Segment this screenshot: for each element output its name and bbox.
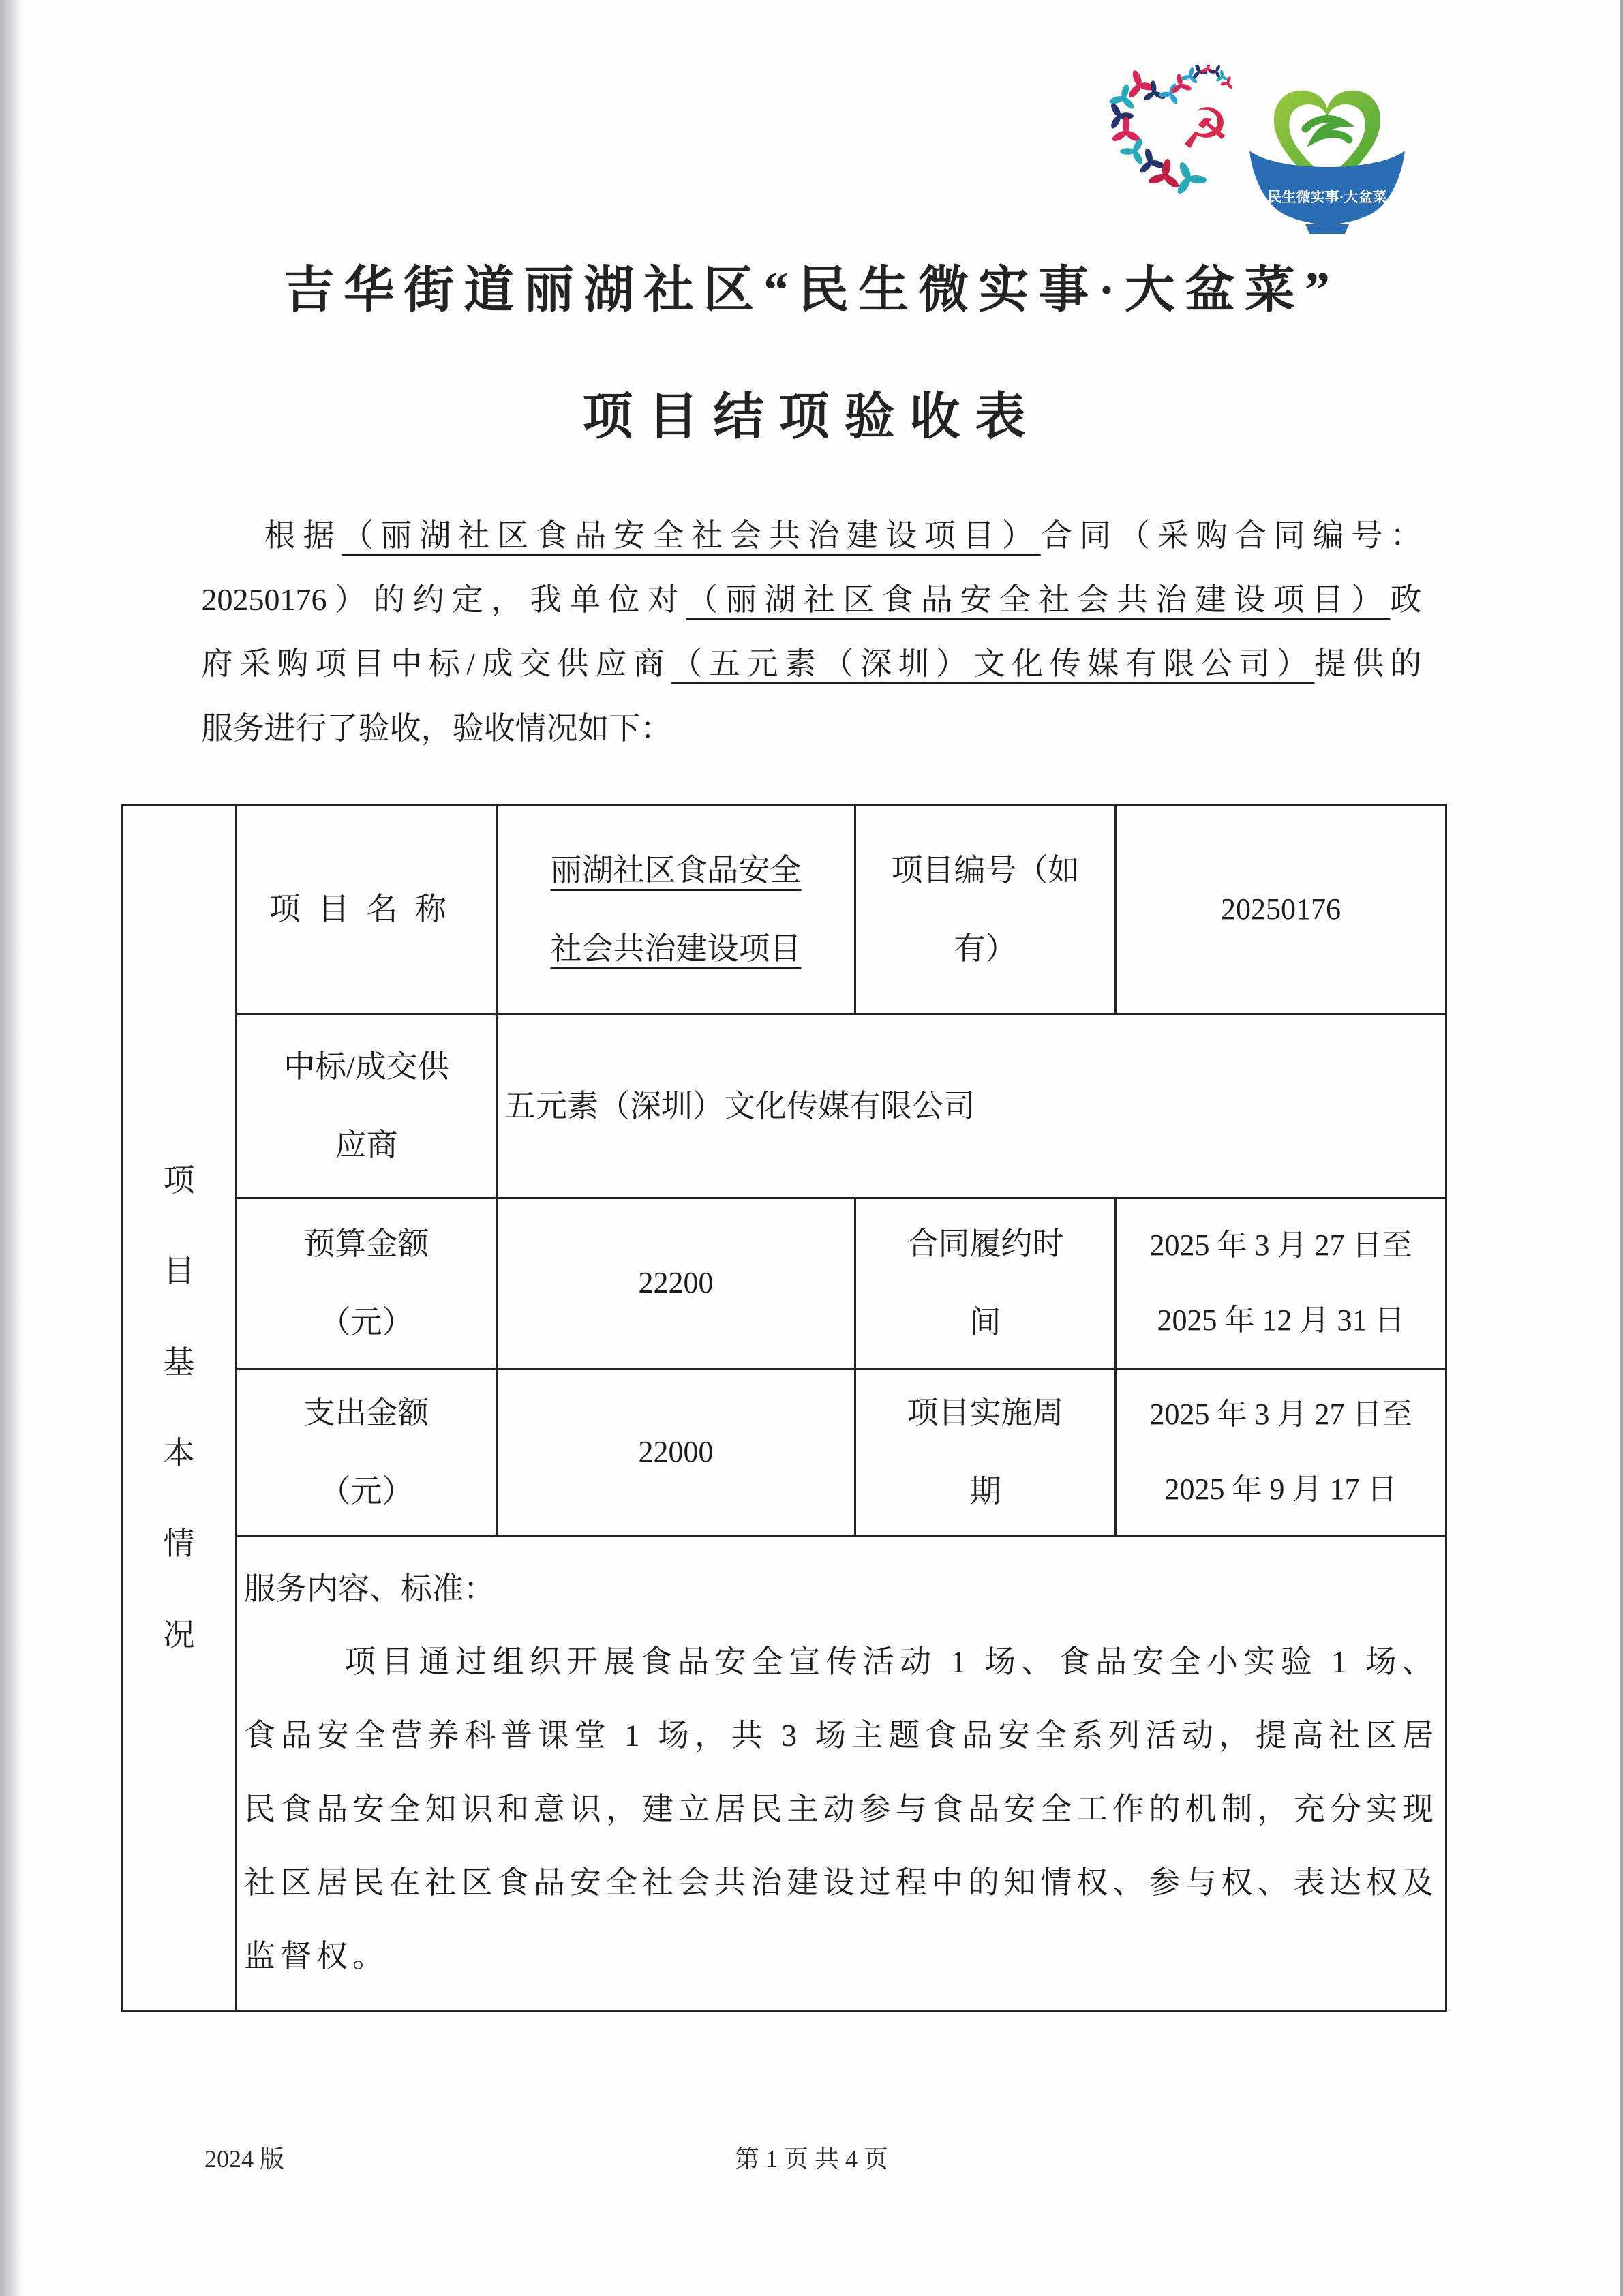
implementation-period-value: 2025 年 3 月 27 日至 2025 年 9 月 17 日 bbox=[1116, 1368, 1446, 1535]
expenditure-value: 22000 bbox=[497, 1368, 855, 1535]
footer-version: 2024 版 bbox=[204, 2145, 285, 2173]
service-content-cell bbox=[237, 1535, 1446, 2010]
intro-line-2: 20250176）的约定，我单位对（丽湖社区食品安全社会共治建设项目）政 bbox=[201, 582, 1422, 618]
intro-paragraph bbox=[202, 504, 1422, 761]
table-row-expenditure bbox=[122, 1368, 1446, 1535]
side-label: 项目基本情况 bbox=[163, 1162, 195, 1652]
footer-page-number: 第 1 页 共 4 页 bbox=[734, 2145, 888, 2173]
budget-label: 预算金额 （元） bbox=[237, 1198, 497, 1368]
intro-line-1: 根据（丽湖社区食品安全社会共治建设项目）合同（采购合同编号： bbox=[264, 517, 1422, 553]
table-row-supplier bbox=[122, 1014, 1446, 1198]
supplier-label: 中标/成交供 应商 bbox=[237, 1014, 497, 1198]
scan-edge-right bbox=[1620, 0, 1623, 2296]
acceptance-table bbox=[121, 804, 1447, 2012]
party-heart-logo bbox=[1060, 65, 1251, 243]
page-title: 吉华街道丽湖社区“民生微实事·大盆菜” bbox=[284, 262, 1339, 318]
contract-period-value: 2025 年 3 月 27 日至 2025 年 12 月 31 日 bbox=[1116, 1198, 1446, 1368]
table-row-project-name bbox=[122, 804, 1446, 1014]
intro-line-4: 服务进行了验收，验收情况如下： bbox=[201, 710, 672, 746]
side-label-cell bbox=[122, 804, 237, 2010]
project-code-value: 20250176 bbox=[1116, 804, 1446, 1014]
minsheng-bowl-logo bbox=[1243, 77, 1412, 235]
implementation-period-label: 项目实施周 期 bbox=[855, 1368, 1116, 1535]
project-name-value: 丽湖社区食品安全 社会共治建设项目 bbox=[497, 804, 855, 1014]
bowl-logo-caption: 民生微实事·大盆菜 bbox=[1267, 189, 1387, 205]
table-row-budget bbox=[122, 1198, 1446, 1368]
service-content-heading: 服务内容、标准： bbox=[244, 1571, 495, 1606]
budget-value: 22200 bbox=[497, 1198, 855, 1368]
page-footer bbox=[0, 2140, 1623, 2175]
table-row-service-content bbox=[122, 1535, 1446, 2010]
hammer-sickle-icon: ☭ bbox=[1180, 97, 1230, 162]
expenditure-label: 支出金额 （元） bbox=[237, 1368, 497, 1535]
intro-line-3: 府采购项目中标/成交供应商（五元素（深圳）文化传媒有限公司）提供的 bbox=[201, 646, 1422, 682]
supplier-value: 五元素（深圳）文化传媒有限公司 bbox=[497, 1014, 1446, 1198]
contract-period-label: 合同履约时 间 bbox=[855, 1198, 1116, 1368]
scan-edge-left bbox=[0, 0, 23, 2296]
header-logos bbox=[1060, 65, 1483, 256]
page-subtitle: 项目结项验收表 bbox=[582, 389, 1041, 445]
project-code-label: 项目编号（如 有） bbox=[855, 804, 1116, 1014]
service-content-body: 项目通过组织开展食品安全宣传活动 1 场、食品安全小实验 1 场、食品安全营养科普课堂 1 场，共 3 场主题食品安全系列活动，提高社区居民食品安全知识和意识，建立居民主动参与食品安全工作的机制，充分实现社区居民在社区食品安全社会共治建设过程中的知情权、参与权、表达权及监督权。 bbox=[244, 1644, 1439, 1974]
project-name-label: 项目名称 bbox=[237, 804, 497, 1014]
